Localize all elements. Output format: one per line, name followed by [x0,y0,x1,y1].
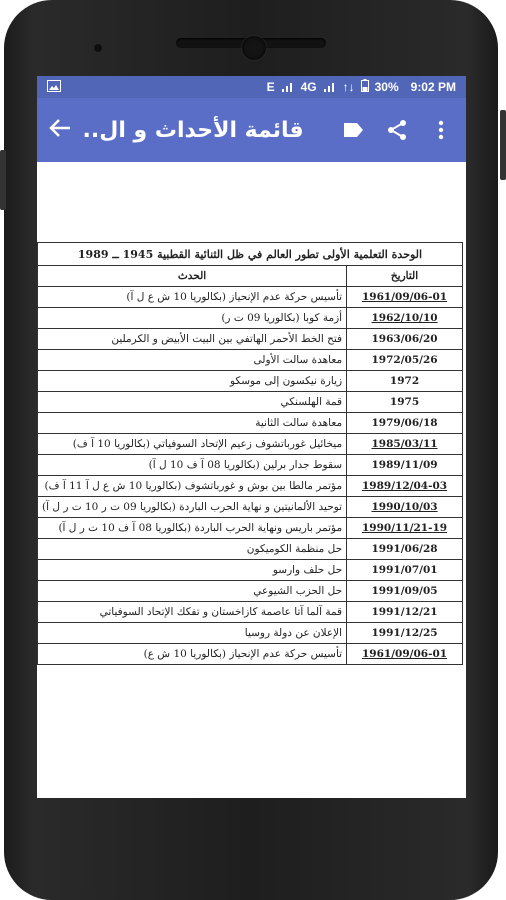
row-date: 1961/09/06-01 [347,287,463,308]
events-table [37,242,463,665]
share-icon[interactable] [384,116,410,144]
table-row [38,329,463,350]
row-event: معاهدة سالت الأولى [38,350,347,371]
row-event: حل حلف وارسو [38,560,347,581]
row-event: قمة الهلسنكي [38,392,347,413]
table-row [38,497,463,518]
table-row [38,644,463,665]
row-event: حل منظمة الكوميكون [38,539,347,560]
header-event: الحدث [38,266,347,287]
row-date: 1990/11/21-19 [347,518,463,539]
row-date: 1975 [347,392,463,413]
row-date: 1991/06/28 [347,539,463,560]
label-tag-icon[interactable] [340,116,366,144]
row-date: 1961/09/06-01 [347,644,463,665]
row-event: سقوط جدار برلين (بكالوريا 08 آ ف 10 ل آ) [38,455,347,476]
row-event: تأسيس حركة عدم الإنحياز (بكالوريا 10 ش ع ل آ) [38,287,347,308]
page-title: قائمة الأحداث و ال.. [82,117,304,143]
clock: 9:02 PM [410,80,456,94]
table-row [38,371,463,392]
table-row [38,350,463,371]
table-row [38,455,463,476]
table-row [38,308,463,329]
row-date: 1972 [347,371,463,392]
row-event: أزمة كوبا (بكالوريا 09 ت ر) [38,308,347,329]
header-date: التاريخ [347,266,463,287]
network-e-label: E [266,80,275,94]
table-row [38,434,463,455]
row-date: 1990/10/03 [347,497,463,518]
power-button [500,110,506,180]
table-row [38,581,463,602]
row-event: مؤتمر مالطا بين بوش و غورباتشوف (بكالوريا 10 ش ع ل آ 11 آ ف) [38,476,347,497]
status-bar [37,76,466,98]
overflow-menu-icon[interactable] [428,116,454,144]
back-arrow-icon[interactable] [49,115,83,145]
signal-icon-2 [323,81,337,93]
battery-icon [361,79,369,95]
battery-percent: 30% [374,80,399,94]
volume-button [0,150,6,210]
table-caption: الوحدة التعلمية الأولى تطور العالم في ظل الثنائية القطبية 1945 ــ 1989 [38,243,463,266]
row-date: 1979/06/18 [347,413,463,434]
front-camera [242,36,266,60]
document-page [37,162,466,798]
row-event: ميخائيل غورباتشوف زعيم الإتحاد السوفياتي (بكالوريا 10 آ ف) [38,434,347,455]
row-event: مؤتمر باريس ونهاية الحرب الباردة (بكالوريا 08 آ ف 10 ت ر ل آ) [38,518,347,539]
row-date: 1989/12/04-03 [347,476,463,497]
row-date: 1962/10/10 [347,308,463,329]
table-row [38,413,463,434]
row-event: توحيد الألمانيتين و نهاية الحرب الباردة (بكالوريا 09 ت ر 10 ت ر ل آ) [38,497,347,518]
table-row [38,476,463,497]
table-row [38,539,463,560]
document-view[interactable] [37,162,466,798]
table-row [38,602,463,623]
row-event: تأسيس حركة عدم الإنحياز (بكالوريا 10 ش ع) [38,644,347,665]
row-date: 1972/05/26 [347,350,463,371]
row-date: 1991/07/01 [347,560,463,581]
row-event: زيارة نيكسون إلى موسكو [38,371,347,392]
row-date: 1989/11/09 [347,455,463,476]
screen [37,76,466,798]
table-row [38,287,463,308]
row-event: الإعلان عن دولة روسيا [38,623,347,644]
table-row [38,392,463,413]
row-event: قمة آلما آتا عاصمة كازاخستان و تفكك الإتحاد السوفياتي [38,602,347,623]
row-date: 1991/12/25 [347,623,463,644]
image-notification-icon [47,80,61,95]
network-4g-label: 4G [300,80,317,94]
data-arrows-icon: ↑↓ [342,80,355,94]
signal-icon [281,81,295,93]
row-date: 1963/06/20 [347,329,463,350]
row-date: 1991/09/05 [347,581,463,602]
table-row [38,518,463,539]
table-row [38,560,463,581]
row-date: 1985/03/11 [347,434,463,455]
row-event: فتح الخط الأحمر الهاتفي بين البيت الأبيض و الكرملين [38,329,347,350]
row-event: معاهدة سالت الثانية [38,413,347,434]
table-row [38,623,463,644]
row-event: حل الحزب الشيوعي [38,581,347,602]
proximity-sensor [94,44,102,52]
app-bar [37,98,466,162]
row-date: 1991/12/21 [347,602,463,623]
